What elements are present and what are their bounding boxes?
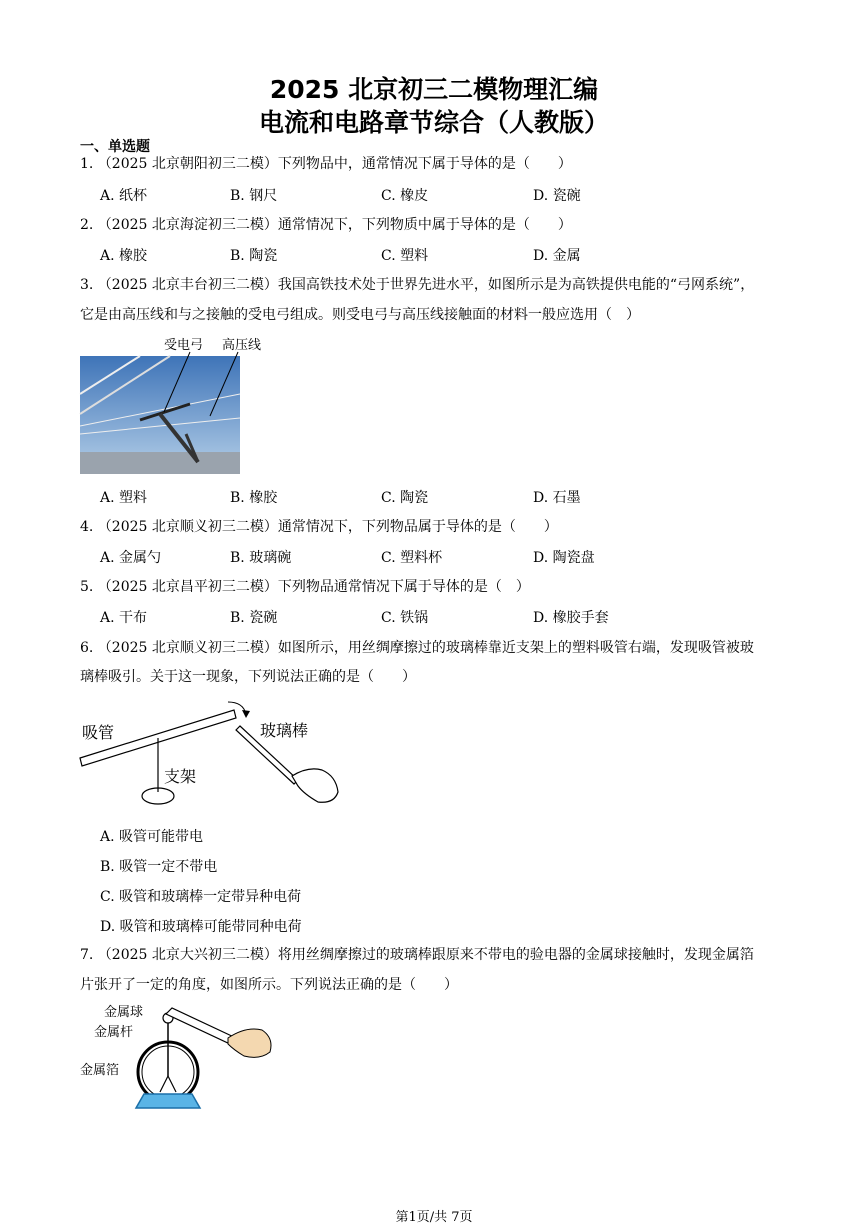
option-b: B. 橡胶: [230, 490, 278, 506]
question-7-line1: 7. （2025 北京大兴初三二模）将用丝绸摩擦过的玻璃棒跟原来不带电的验电器的金属球接触时，发现金属箔: [80, 947, 754, 963]
label-metal-foil: 金属箔: [80, 1063, 120, 1078]
option-d: D. 陶瓷盘: [533, 550, 595, 566]
option-c: C. 塑料杯: [381, 550, 443, 566]
option-b: B. 瓷碗: [230, 610, 278, 626]
label-straw: 吸管: [82, 723, 115, 742]
option-d: D. 橡胶手套: [533, 610, 609, 626]
page-footer: 第1页/共 7页: [395, 1210, 473, 1225]
option-c: C. 陶瓷: [381, 490, 429, 506]
pantograph-figure: [80, 334, 262, 474]
electroscope-figure: [78, 1004, 278, 1116]
option-c: C. 铁锅: [381, 610, 429, 626]
question-3-line1: 3. （2025 北京丰台初三二模）我国高铁技术处于世界先进水平，如图所示是为高铁提供电能的“弓网系统”，: [80, 277, 755, 293]
question-6-option-c: C. 吸管和玻璃棒一定带异种电荷: [100, 889, 302, 905]
label-stand: 支架: [164, 767, 197, 786]
question-3-line2: 它是由高压线和与之接触的受电弓组成。则受电弓与高压线接触面的材料一般应选用（ ）: [80, 307, 640, 323]
straw-figure: [78, 696, 348, 814]
label-metal-ball: 金属球: [104, 1005, 144, 1020]
question-6-option-b: B. 吸管一定不带电: [100, 859, 218, 875]
question-6-line1: 6. （2025 北京顺义初三二模）如图所示，用丝绸摩擦过的玻璃棒靠近支架上的塑料吸管右端，发现吸管被玻: [80, 640, 754, 656]
option-a: A. 纸杯: [100, 188, 148, 204]
label-metal-rod: 金属杆: [94, 1025, 134, 1040]
document-title: 2025 北京初三二模物理汇编: [269, 75, 599, 104]
section-heading: 一、单选题: [80, 139, 150, 155]
option-c: C. 塑料: [381, 248, 429, 264]
option-b: B. 钢尺: [230, 188, 278, 204]
question-2: 2. （2025 北京海淀初三二模）通常情况下，下列物质中属于导体的是（ ）: [80, 217, 572, 233]
option-a: A. 干布: [100, 610, 148, 626]
option-b: B. 陶瓷: [230, 248, 278, 264]
label-high-voltage-line: 高压线: [222, 338, 262, 353]
question-6-option-d: D. 吸管和玻璃棒可能带同种电荷: [100, 919, 302, 935]
option-a: A. 橡胶: [100, 248, 148, 264]
option-d: D. 石墨: [533, 490, 581, 506]
question-5: 5. （2025 北京昌平初三二模）下列物品通常情况下属于导体的是（ ）: [80, 579, 530, 595]
option-b: B. 玻璃碗: [230, 550, 292, 566]
option-d: D. 金属: [533, 248, 581, 264]
question-1: 1. （2025 北京朝阳初三二模）下列物品中，通常情况下属于导体的是（ ）: [80, 156, 572, 172]
option-d: D. 瓷碗: [533, 188, 581, 204]
option-a: A. 金属勺: [100, 550, 162, 566]
question-7-line2: 片张开了一定的角度，如图所示。下列说法正确的是（ ）: [80, 977, 458, 993]
document-subtitle: 电流和电路章节综合（人教版）: [258, 108, 609, 137]
option-a: A. 塑料: [100, 490, 148, 506]
option-c: C. 橡皮: [381, 188, 429, 204]
question-6-line2: 璃棒吸引。关于这一现象，下列说法正确的是（ ）: [80, 669, 416, 685]
question-6-option-a: A. 吸管可能带电: [100, 829, 204, 845]
label-pantograph: 受电弓: [164, 338, 204, 353]
label-glass-rod: 玻璃棒: [260, 721, 309, 740]
question-4: 4. （2025 北京顺义初三二模）通常情况下，下列物品属于导体的是（ ）: [80, 519, 558, 535]
